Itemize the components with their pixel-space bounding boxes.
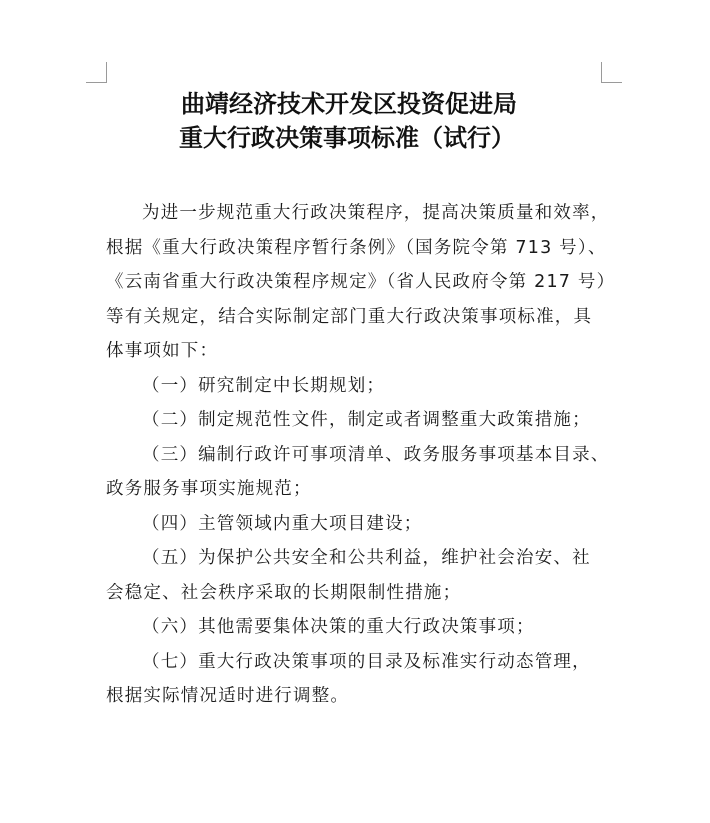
list-item-3: （三）编制行政许可事项清单、政务服务事项基本目录、: [142, 444, 610, 465]
document-title-line-1: 曲靖经济技术开发区投资促进局: [181, 89, 517, 118]
body-line: 根据《重大行政决策程序暂行条例》（国务院令第 713 号）、: [106, 237, 607, 258]
crop-mark-top-left: [86, 62, 107, 83]
document-body: [106, 196, 618, 714]
list-item-2: （二）制定规范性文件，制定或者调整重大政策措施；: [142, 410, 591, 430]
crop-mark-top-right: [601, 62, 622, 83]
body-line: 等有关规定，结合实际制定部门重大行政决策事项标准，具: [106, 306, 593, 327]
document-title-line-2: 重大行政决策事项标准（试行）: [179, 123, 515, 152]
body-line: 体事项如下：: [106, 341, 219, 361]
body-line: 为进一步规范重大行政决策程序，提高决策质量和效率，: [142, 203, 610, 223]
list-item-5: （五）为保护公共安全和公共利益，维护社会治安、社: [142, 548, 591, 568]
list-item-3-continued: 政务服务事项实施规范；: [106, 479, 312, 499]
list-item-6: （六）其他需要集体决策的重大行政决策事项；: [142, 617, 535, 637]
list-item-5-continued: 会稳定、社会秩序采取的长期限制性措施；: [106, 582, 462, 603]
list-item-7: （七）重大行政决策事项的目录及标准实行动态管理，: [142, 651, 591, 672]
list-item-1: （一）研究制定中长期规划；: [142, 375, 386, 396]
list-item-4: （四）主管领域内重大项目建设；: [142, 513, 423, 534]
list-item-7-continued: 根据实际情况适时进行调整。: [106, 686, 350, 706]
body-line: 《云南省重大行政决策程序规定》（省人民政府令第 217 号）: [106, 272, 616, 292]
